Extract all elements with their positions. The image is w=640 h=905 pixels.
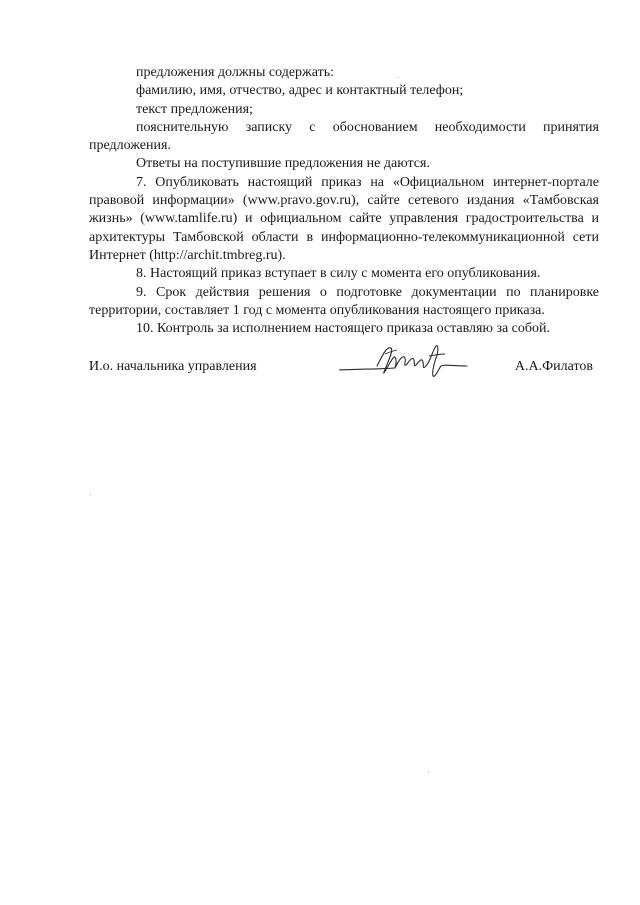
handwritten-signature-icon xyxy=(337,344,497,384)
scan-speck xyxy=(90,494,91,495)
paragraph-7-publish: 7. Опубликовать настоящий приказ на «Официальном интернет-портале правовой информации» (www.pravo.gov.ru), сайте сетевого издания «Тамбовская жизнь» (www.tamlife.ru) и официальном сайте управления градостроительства и архитектуры Тамбовской области в информационно-телекоммуникационной сети Интернет (http://archit.tmbreg.ru). xyxy=(89,174,599,263)
paragraph-10-control: 10. Контроль за исполнением настоящего приказа оставляю за собой. xyxy=(136,321,551,337)
signatory-name: А.А.Филатов xyxy=(514,359,593,374)
paragraph-intro: предложения должны содержать: xyxy=(136,65,334,80)
document-body xyxy=(89,64,599,338)
paragraph-9-term: 9. Срок действия решения о подготовке документации по планировке территории, составляет 1 год с момента опубликования настоящего приказа. xyxy=(89,284,599,318)
scan-speck xyxy=(428,771,429,772)
paragraph-item-note: пояснительную записку с обоснованием необходимости принятия предложения. xyxy=(89,119,599,154)
signatory-title: И.о. начальника управления xyxy=(89,359,257,374)
signature-block xyxy=(89,356,599,386)
paragraph-item-name: фамилию, имя, отчество, адрес и контактный телефон; xyxy=(136,83,464,99)
scan-speck xyxy=(398,77,399,78)
paragraph-no-answers: Ответы на поступившие предложения не даются. xyxy=(136,156,430,172)
paragraph-item-text: текст предложения; xyxy=(136,101,253,117)
paragraph-8-effective: 8. Настоящий приказ вступает в силу с момента его опубликования. xyxy=(136,266,541,282)
